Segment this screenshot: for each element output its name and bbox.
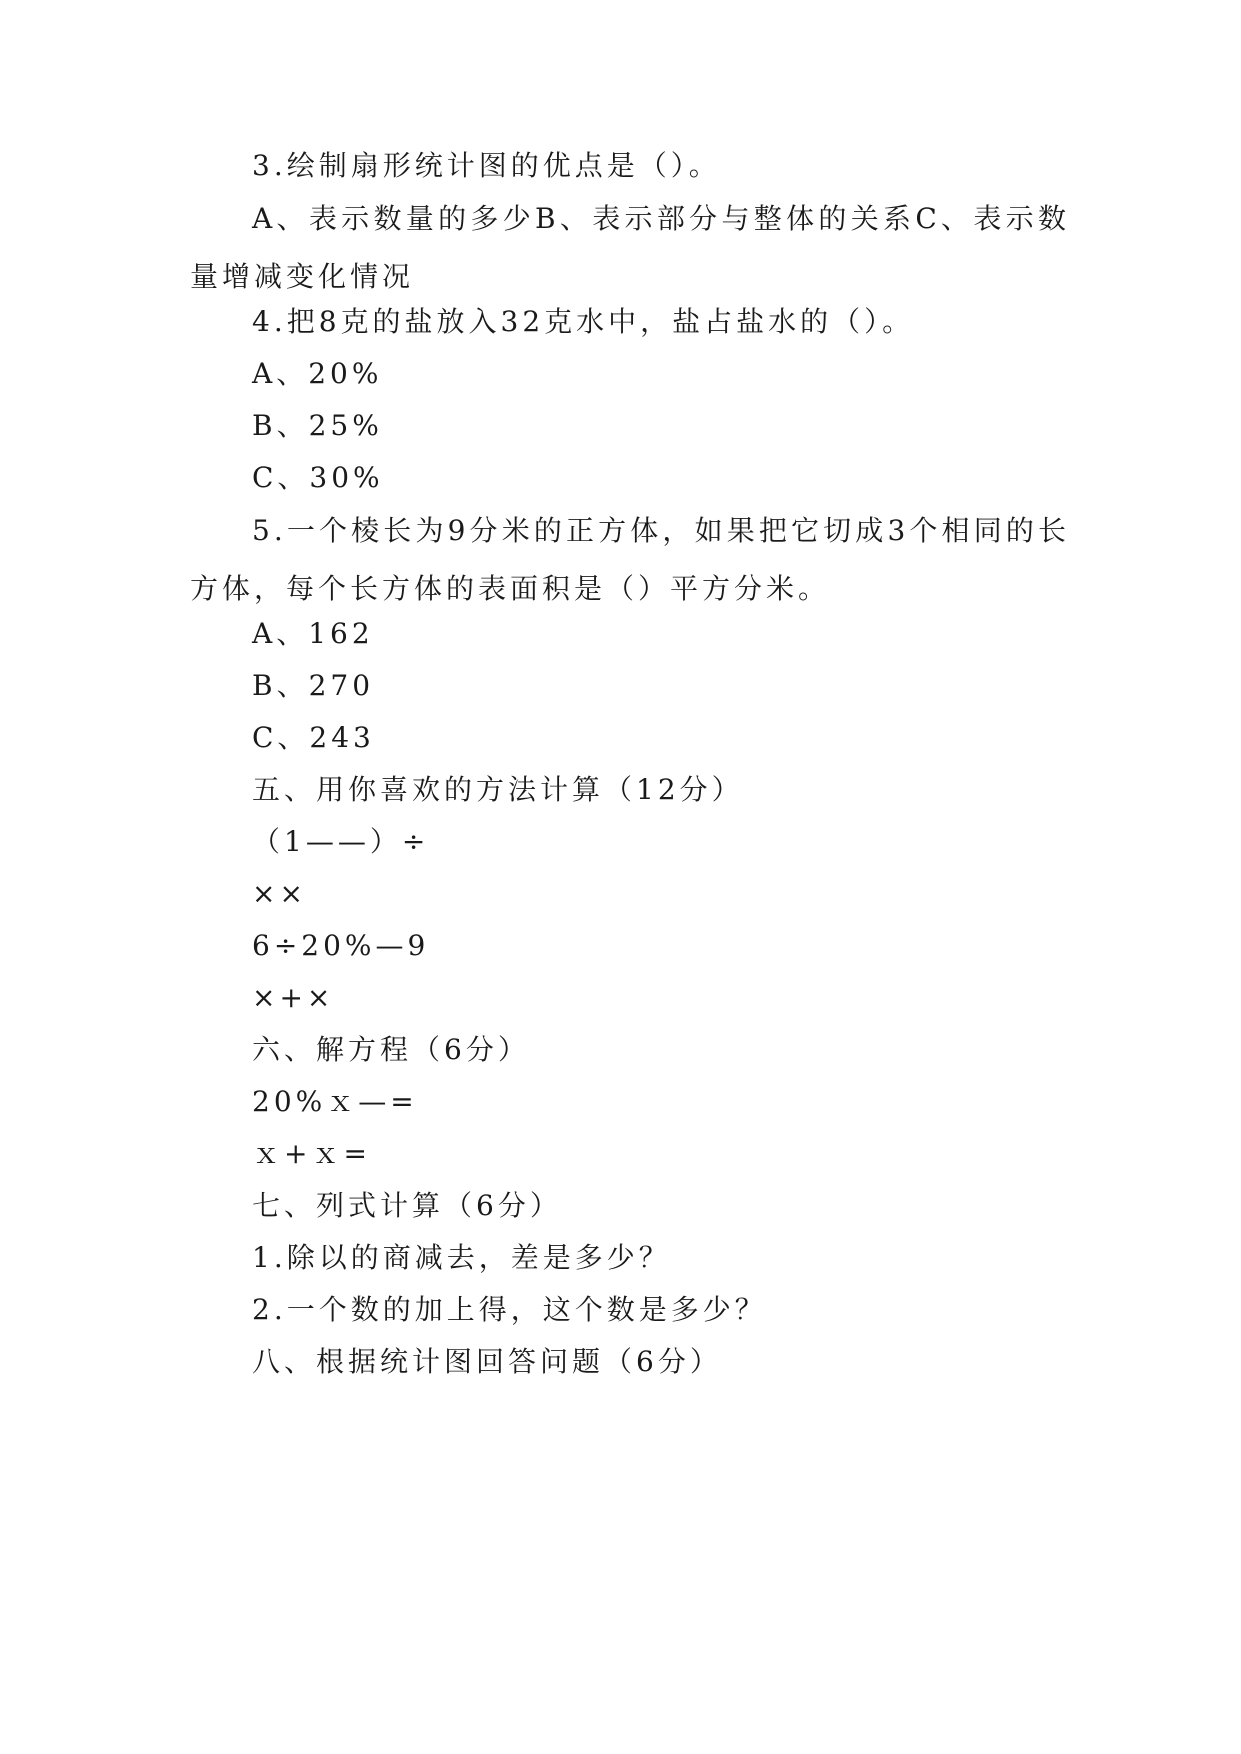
section-6-item-1: 20%ｘ—= — [252, 1085, 418, 1118]
section-5-item-1: （1——）÷ — [252, 825, 430, 858]
section-7-item-2: 2.一个数的加上得，这个数是多少？ — [252, 1293, 767, 1326]
section-5-item-2: ×× — [252, 877, 307, 910]
section-8-title: 八、根据统计图回答问题（6分） — [252, 1345, 722, 1378]
section-7-item-1: 1.除以的商减去，差是多少？ — [252, 1241, 671, 1274]
question-4-option-b: B、25% — [252, 409, 383, 442]
question-4-stem: 4.把8克的盐放入32克水中，盐占盐水的（）。 — [252, 305, 915, 338]
question-3-options: A、表示数量的多少B、表示部分与整体的关系C、表示数量增减变化情况 — [190, 202, 1070, 293]
section-6-title: 六、解方程（6分） — [252, 1033, 530, 1066]
question-5-option-a: A、162 — [252, 617, 374, 650]
question-4-option-a: A、20% — [252, 357, 383, 390]
question-3-stem: 3.绘制扇形统计图的优点是（）。 — [252, 149, 721, 182]
section-5-item-3: 6÷20%—9 — [252, 929, 430, 962]
section-6-item-2: ｘ+ｘ= — [252, 1137, 371, 1170]
question-5-option-c: C、243 — [252, 721, 375, 754]
question-5-stem: 5.一个棱长为9分米的正方体，如果把它切成3个相同的长方体，每个长方体的表面积是（）平方分米。 — [190, 514, 1070, 605]
section-5-title: 五、用你喜欢的方法计算（12分） — [252, 773, 744, 806]
question-4-option-c: C、30% — [252, 461, 384, 494]
section-5-item-4: ×+× — [252, 981, 335, 1014]
section-7-title: 七、列式计算（6分） — [252, 1189, 562, 1222]
question-5-option-b: B、270 — [252, 669, 375, 702]
